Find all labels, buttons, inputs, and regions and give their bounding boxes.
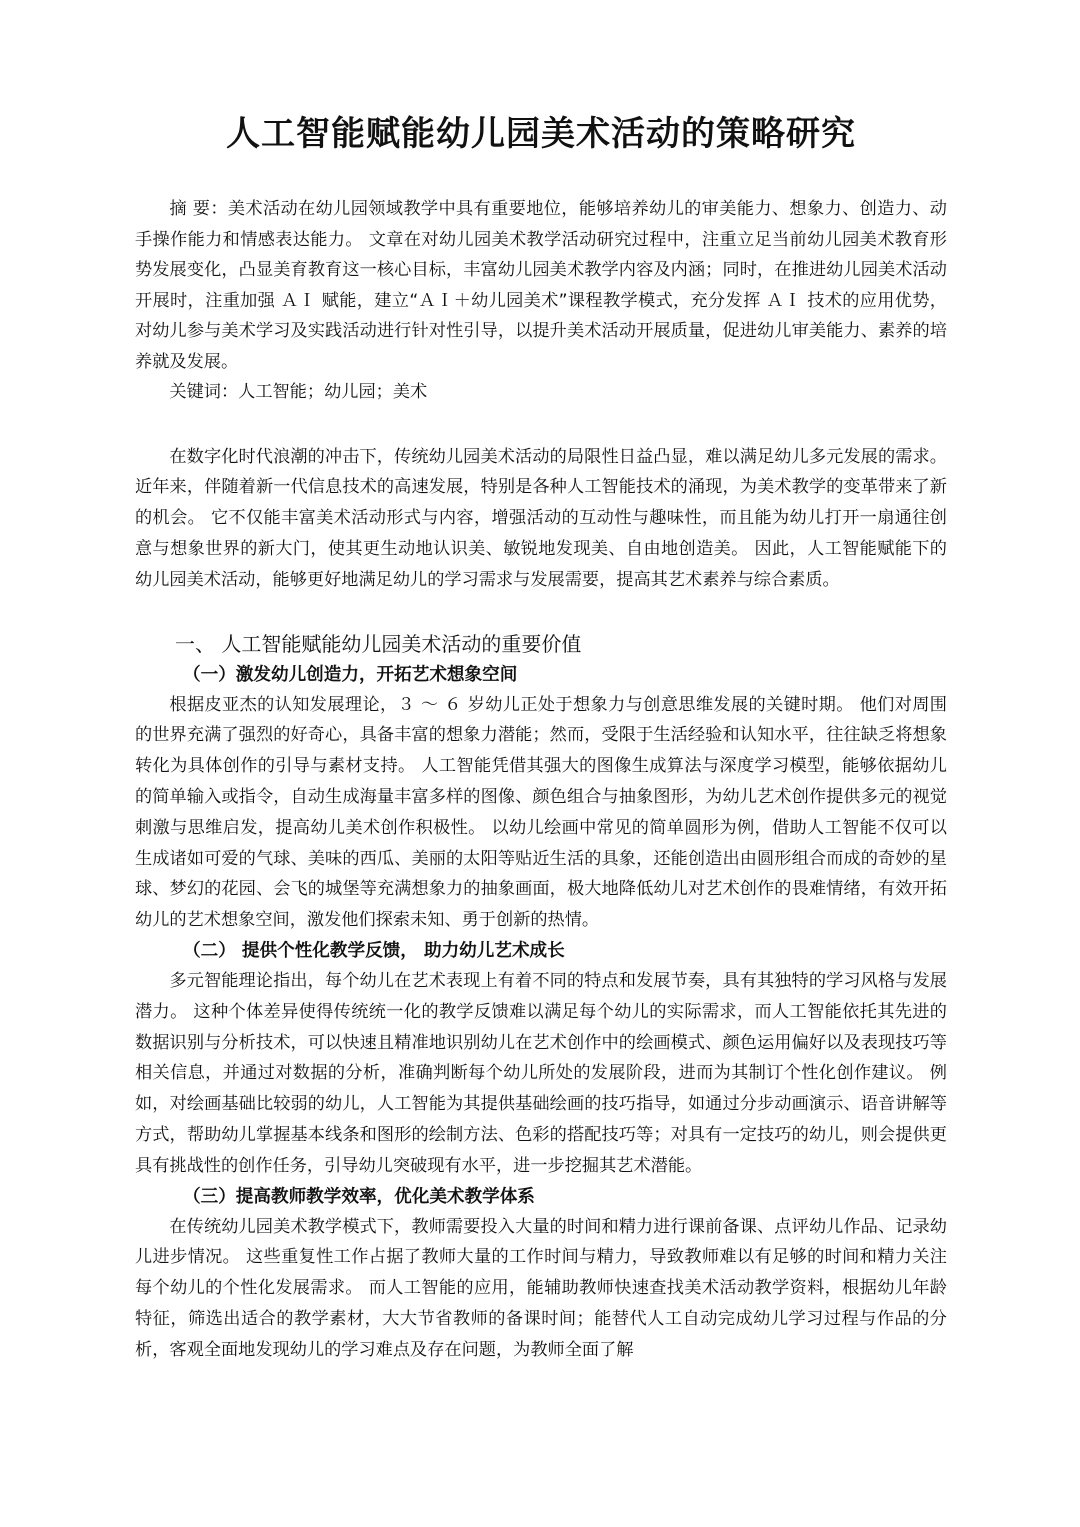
subsection-1-heading: （一）激发幼儿创造力，开拓艺术想象空间 [183, 663, 518, 685]
section-1-heading: 一、 人工智能赋能幼儿园美术活动的重要价值 [175, 631, 582, 656]
paper-title: 人工智能赋能幼儿园美术活动的策略研究 [226, 114, 856, 154]
paper-page [135, 112, 947, 1366]
keywords: 关键词：人工智能；幼儿园；美术 [169, 382, 428, 403]
subsection-1-paragraph: 根据皮亚杰的认知发展理论，３ ～ ６ 岁幼儿正处于想象力与创意思维发展的关键时期。 他们对周围的世界充满了强烈的好奇心，具备丰富的想象力潜能；然而，受限于生活经验和认知水平，往往缺乏将想象转化为具体创作的引导与素材支持。 人工智能凭借其强大的图像生成算法与深度学习模型，能够依据幼儿的简单输入或指令，自动生成海量丰富多样的图像、颜色组合与抽象图形，为幼儿艺术创作提供多元的视觉刺激与思维启发，提高幼儿美术创作积极性。 以幼儿绘画中常见的简单圆形为例，借助人工智能不仅可以生成诸如可爱的气球、美味的西瓜、美丽的太阳等贴近生活的具象，还能创造出由圆形组合而成的奇妙的星球、梦幻的花园、会飞的城堡等充满想象力的抽象画面，极大地降低幼儿对艺术创作的畏难情绪，有效开拓幼儿的艺术想象空间，激发他们探索未知、勇于创新的热情。 [135, 694, 947, 931]
subsection-3-paragraph: 在传统幼儿园美术教学模式下，教师需要投入大量的时间和精力进行课前备课、点评幼儿作品、记录幼儿进步情况。 这些重复性工作占据了教师大量的工作时间与精力，导致教师难以有足够的时间和精力关注每个幼儿的个性化发展需求。 而人工智能的应用，能辅助教师快速查找美术活动教学资料，根据幼儿年龄特征，筛选出适合的教学素材，大大节省教师的备课时间；能替代人工自动完成幼儿学习过程与作品的分析，客观全面地发现幼儿的学习难点及存在问题，为教师全面了解 [135, 1216, 947, 1360]
subsection-2-heading: （二） 提供个性化教学反馈， 助力幼儿艺术成长 [183, 940, 565, 962]
abstract: 摘 要：美术活动在幼儿园领域教学中具有重要地位，能够培养幼儿的审美能力、想象力、创造力、动手操作能力和情感表达能力。 文章在对幼儿园美术教学活动研究过程中，注重立足当前幼儿园美术教育形势发展变化，凸显美育教育这一核心目标，丰富幼儿园美术教学内容及内涵；同时，在推进幼儿园美术活动开展时，注重加强 ＡＩ 赋能，建立“ＡＩ＋幼儿园美术”课程教学模式，充分发挥 ＡＩ 技术的应用优势，对幼儿参与美术学习及实践活动进行针对性引导，以提升美术活动开展质量，促进幼儿审美能力、素养的培养就及发展。 [135, 199, 947, 372]
subsection-3-heading: （三）提高教师教学效率，优化美术教学体系 [183, 1185, 535, 1207]
subsection-2-paragraph: 多元智能理论指出，每个幼儿在艺术表现上有着不同的特点和发展节奏，具有其独特的学习风格与发展潜力。 这种个体差异使得传统统一化的教学反馈难以满足每个幼儿的实际需求，而人工智能依托其先进的数据识别与分析技术，可以快速且精准地识别幼儿在艺术创作中的绘画模式、颜色运用偏好以及表现技巧等相关信息，并通过对数据的分析，准确判断每个幼儿所处的发展阶段，进而为其制订个性化创作建议。 例如，对绘画基础比较弱的幼儿，人工智能为其提供基础绘画的技巧指导，如通过分步动画演示、语音讲解等方式，帮助幼儿掌握基本线条和图形的绘制方法、色彩的搭配技巧等；对具有一定技巧的幼儿，则会提供更具有挑战性的创作任务，引导幼儿突破现有水平，进一步挖掘其艺术潜能。 [135, 971, 947, 1176]
intro-paragraph: 在数字化时代浪潮的冲击下，传统幼儿园美术活动的局限性日益凸显，难以满足幼儿多元发展的需求。 近年来，伴随着新一代信息技术的高速发展，特别是各种人工智能技术的涌现，为美术教学的变革带来了新的机会。 它不仅能丰富美术活动形式与内容，增强活动的互动性与趣味性，而且能为幼儿打开一扇通往创意与想象世界的新大门，使其更生动地认识美、敏锐地发现美、自由地创造美。 因此，人工智能赋能下的幼儿园美术活动，能够更好地满足幼儿的学习需求与发展需要，提高其艺术素养与综合素质。 [135, 446, 947, 590]
